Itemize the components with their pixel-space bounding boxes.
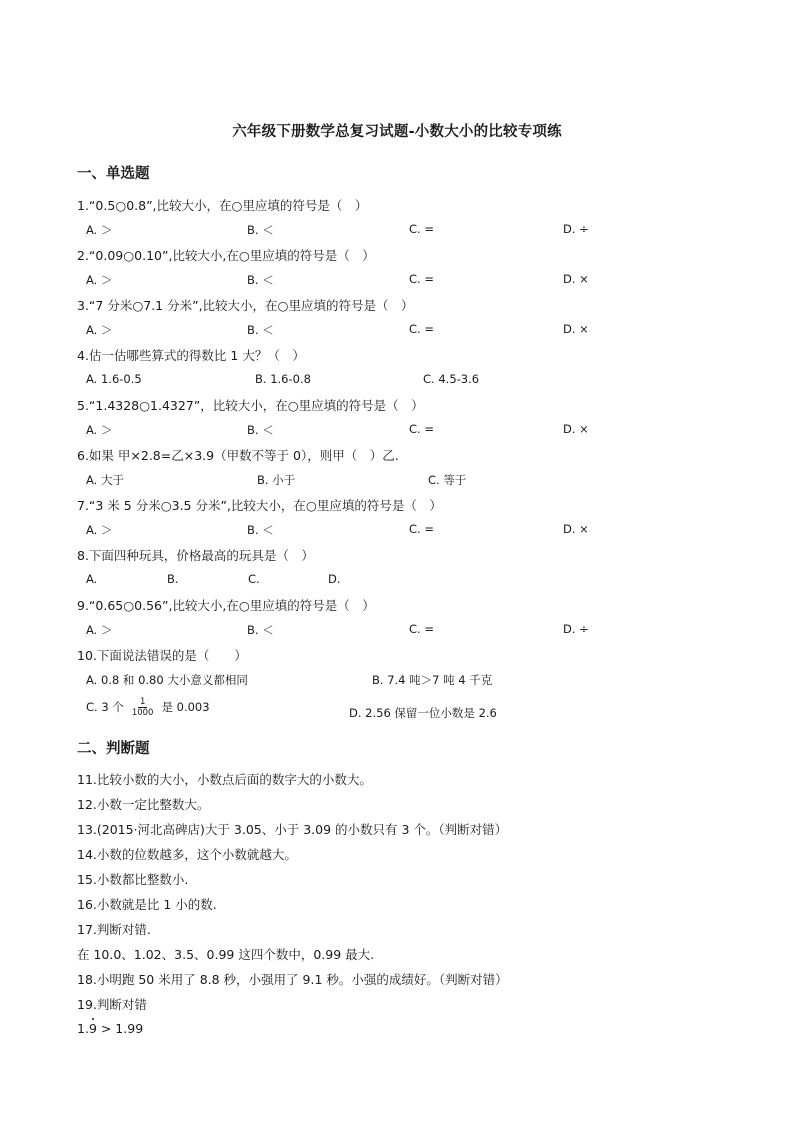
q8-option-d[interactable]: D. (328, 572, 341, 586)
q3-option-a[interactable]: A. ＞ (86, 323, 113, 337)
question-8: 8.下面四种玩具，价格最高的玩具是（ ） (77, 548, 314, 563)
question-16: 16.小数就是比 1 小的数. (77, 897, 217, 912)
question-14: 14.小数的位数越多，这个小数就越大。 (77, 847, 297, 862)
q9-option-d[interactable]: D. ÷ (563, 622, 589, 636)
section-heading-true-false: 二、判断题 (77, 741, 150, 757)
q3-option-c[interactable]: C. = (409, 322, 434, 336)
q5-option-b[interactable]: B. ＜ (247, 423, 274, 437)
q10-option-a[interactable]: A. 0.8 和 0.80 大小意义都相同 (86, 673, 248, 687)
q4-option-c[interactable]: C. 4.5-3.6 (423, 372, 480, 386)
question-7: 7.“3 米 5 分米○3.5 分米”,比较大小，在○里应填的符号是（ ） (77, 498, 442, 513)
q6-option-c[interactable]: C. 等于 (428, 473, 467, 487)
q3-option-b[interactable]: B. ＜ (247, 323, 274, 337)
q4-option-b[interactable]: B. 1.6-0.8 (255, 372, 311, 386)
question-13: 13.(2015·河北高碑店)大于 3.05、小于 3.09 的小数只有 3 个。（判断对错） (77, 822, 508, 837)
q19-rest: > 1.99 (96, 1021, 144, 1036)
q7-option-d[interactable]: D. × (563, 522, 589, 536)
question-10: 10.下面说法错误的是（ ） (77, 648, 247, 663)
fraction-denominator: 1000 (131, 708, 154, 718)
q10-option-b[interactable]: B. 7.4 吨＞7 吨 4 千克 (372, 673, 493, 687)
question-19: 19.判断对错 (77, 997, 147, 1012)
q5-option-c[interactable]: C. = (409, 422, 434, 436)
q19-digit: 9 (88, 1021, 97, 1036)
q6-option-b[interactable]: B. 小于 (257, 473, 296, 487)
question-4: 4.估一估哪些算式的得数比 1 大？（ ） (77, 348, 305, 363)
question-17-statement: 在 10.0、1.02、3.5、0.99 这四个数中，0.99 最大. (77, 947, 375, 962)
question-6: 6.如果 甲×2.8=乙×3.9（甲数不等于 0），则甲（ ）乙. (77, 448, 399, 463)
repeating-dot-icon (92, 1018, 94, 1020)
q5-option-d[interactable]: D. × (563, 422, 589, 436)
question-12: 12.小数一定比整数大。 (77, 797, 210, 812)
question-5: 5.“1.4328○1.4327”，比较大小，在○里应填的符号是（ ） (77, 398, 424, 413)
question-9: 9.“0.65○0.56”,比较大小,在○里应填的符号是（ ） (77, 598, 375, 613)
fraction (130, 697, 156, 718)
repeating-digit (89, 1021, 97, 1036)
question-1: 1.“0.5○0.8”,比较大小，在○里应填的符号是（ ） (77, 198, 368, 213)
q1-option-b[interactable]: B. ＜ (247, 223, 274, 237)
q5-option-a[interactable]: A. ＞ (86, 423, 113, 437)
q8-option-a[interactable]: A. (86, 572, 98, 586)
q1-option-c[interactable]: C. = (409, 222, 434, 236)
q9-option-c[interactable]: C. = (409, 622, 434, 636)
fraction-numerator: 1 (139, 697, 146, 707)
q10-option-c[interactable] (86, 697, 210, 718)
question-3: 3.“7 分米○7.1 分米”,比较大小，在○里应填的符号是（ ） (77, 298, 414, 313)
q10-option-d[interactable]: D. 2.56 保留一位小数是 2.6 (349, 706, 497, 720)
question-15: 15.小数都比整数小. (77, 872, 189, 887)
q8-option-c[interactable]: C. (248, 572, 260, 586)
page-title: 六年级下册数学总复习试题-小数大小的比较专项练 (232, 124, 562, 140)
q9-option-a[interactable]: A. ＞ (86, 623, 113, 637)
q10-option-c-suffix: 是 0.003 (161, 700, 210, 714)
question-17: 17.判断对错. (77, 922, 151, 937)
q19-lead: 1. (77, 1021, 89, 1036)
q4-option-a[interactable]: A. 1.6-0.5 (86, 372, 142, 386)
q1-option-d[interactable]: D. ÷ (563, 222, 589, 236)
q3-option-d[interactable]: D. × (563, 322, 589, 336)
question-2: 2.“0.09○0.10”,比较大小,在○里应填的符号是（ ） (77, 248, 375, 263)
q2-option-a[interactable]: A. ＞ (86, 273, 113, 287)
question-11: 11.比较小数的大小，小数点后面的数字大的小数大。 (77, 772, 372, 787)
question-19-statement (77, 1021, 143, 1036)
q2-option-c[interactable]: C. = (409, 272, 434, 286)
q10-option-c-prefix: C. 3 个 (86, 700, 124, 714)
q7-option-b[interactable]: B. ＜ (247, 523, 274, 537)
q7-option-a[interactable]: A. ＞ (86, 523, 113, 537)
q2-option-b[interactable]: B. ＜ (247, 273, 274, 287)
q2-option-d[interactable]: D. × (563, 272, 589, 286)
q1-option-a[interactable]: A. ＞ (86, 223, 113, 237)
q6-option-a[interactable]: A. 大于 (86, 473, 124, 487)
q9-option-b[interactable]: B. ＜ (247, 623, 274, 637)
q7-option-c[interactable]: C. = (409, 522, 434, 536)
section-heading-single-choice: 一、单选题 (77, 166, 150, 182)
q8-option-b[interactable]: B. (167, 572, 179, 586)
question-18: 18.小明跑 50 米用了 8.8 秒，小强用了 9.1 秒。小强的成绩好。（判断对错） (77, 972, 508, 987)
